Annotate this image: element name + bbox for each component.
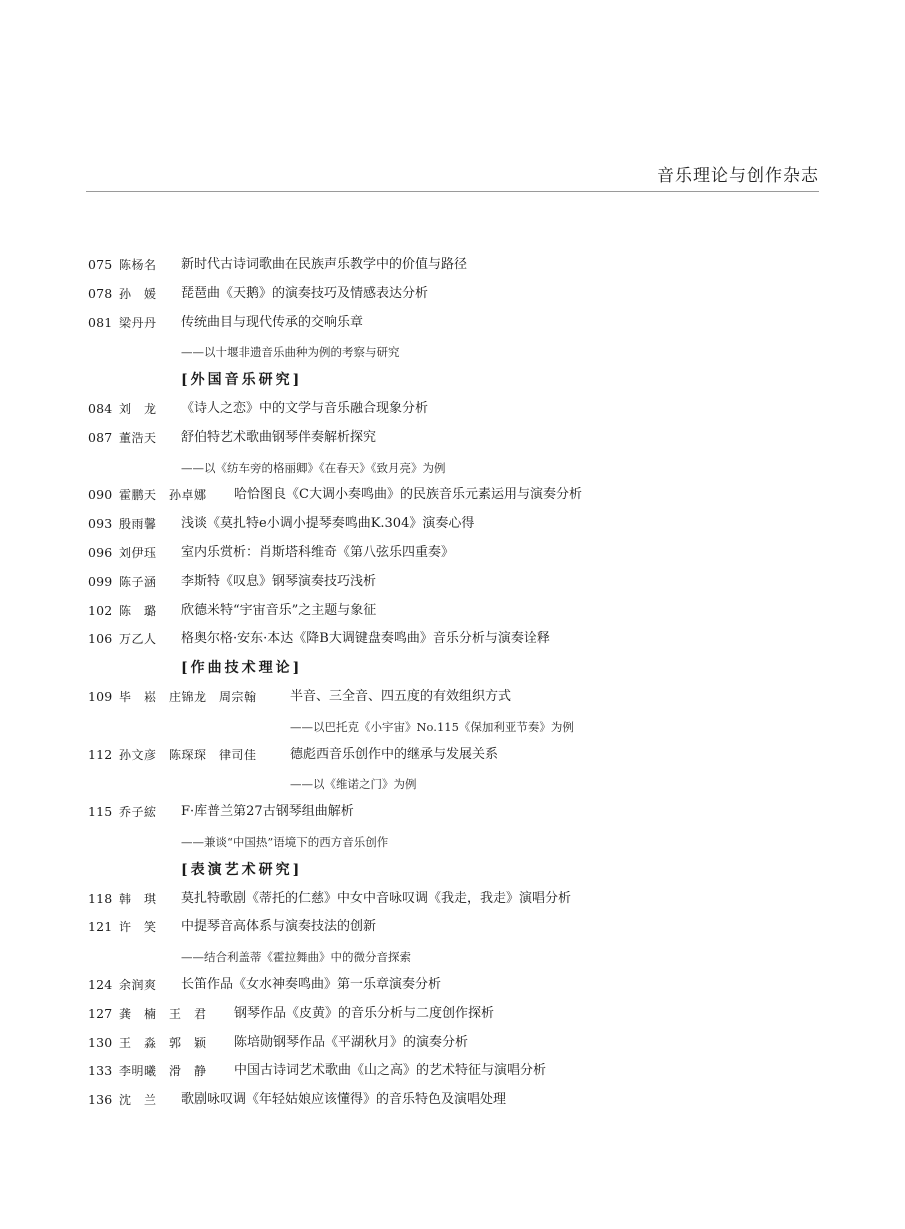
article-subtitle-row (88, 773, 828, 802)
article-title: F·库普兰第27古钢琴组曲解析 (181, 804, 354, 820)
toc-entry (88, 1033, 828, 1062)
author-names: 梁丹丹 (119, 315, 157, 330)
toc-entry (88, 601, 828, 630)
author-names: 沈 兰 (119, 1093, 157, 1108)
article-title: 新时代古诗词歌曲在民族声乐教学中的价值与路径 (181, 257, 468, 272)
article-subtitle: ——结合利盖蒂《霍拉舞曲》中的微分音探索 (181, 950, 411, 965)
article-title: 哈恰图良《C大调小奏鸣曲》的民族音乐元素运用与演奏分析 (234, 487, 582, 503)
page-number: 087 (88, 429, 113, 445)
section-heading-row (88, 370, 828, 399)
article-title: 琵琶曲《天鹅》的演奏技巧及情感表达分析 (181, 285, 429, 301)
page-number: 081 (88, 314, 113, 330)
article-title: 歌剧咏叹调《年轻姑娘应该懂得》的音乐特色及演唱处理 (181, 1092, 507, 1108)
page-number: 118 (88, 890, 113, 906)
article-subtitle: ——以《纺车旁的格丽卿》《在春天》《致月亮》为例 (181, 460, 446, 475)
page-number: 136 (88, 1092, 113, 1108)
section-heading: [表演艺术研究] (181, 861, 303, 878)
toc-entry (88, 284, 828, 313)
author-names: 余润爽 (119, 977, 157, 992)
page-number: 099 (88, 573, 113, 589)
article-subtitle-row (88, 716, 828, 745)
toc-entry (88, 485, 828, 514)
article-title: 《诗人之恋》中的文学与音乐融合现象分析 (181, 400, 429, 416)
header-divider (86, 191, 819, 192)
page-number: 106 (88, 631, 113, 647)
article-subtitle: ——以十堰非遗音乐曲种为例的考察与研究 (181, 345, 400, 360)
toc-entry (88, 1004, 828, 1033)
article-title: 长笛作品《女水神奏鸣曲》第一乐章演奏分析 (181, 976, 442, 992)
article-subtitle: ——以《维诺之门》为例 (290, 777, 417, 792)
author-names: 韩 琪 (119, 891, 157, 906)
toc-entry (88, 917, 828, 946)
article-title: 室内乐赏析：肖斯塔科维奇《第八弦乐四重奏》 (181, 544, 455, 560)
page-number: 130 (88, 1034, 113, 1050)
article-subtitle-row (88, 946, 828, 975)
author-names: 毕 崧 庄锦龙 周宗翰 (119, 689, 257, 704)
section-heading-row (88, 658, 828, 687)
article-title: 半音、三全音、四五度的有效组织方式 (290, 688, 512, 704)
article-subtitle-row (88, 341, 828, 370)
page-number: 090 (88, 487, 113, 503)
toc-entry (88, 889, 828, 918)
toc-entry (88, 543, 828, 572)
page-number: 075 (88, 257, 113, 272)
article-title: 传统曲目与现代传承的交响乐章 (181, 314, 364, 330)
page-number: 084 (88, 400, 113, 416)
article-title: 中提琴音高体系与演奏技法的创新 (181, 919, 377, 935)
page-number: 124 (88, 976, 113, 992)
toc-entry (88, 1061, 828, 1090)
author-names: 李明曦 滑 静 (119, 1064, 207, 1079)
toc-entry (88, 255, 828, 284)
article-title: 欣德米特“宇宙音乐”之主题与象征 (181, 602, 377, 618)
toc-entry (88, 1090, 828, 1119)
toc-entry (88, 514, 828, 543)
page-number: 127 (88, 1005, 113, 1021)
article-subtitle-row (88, 831, 828, 860)
article-title: 钢琴作品《皮黄》的音乐分析与二度创作探析 (234, 1005, 495, 1021)
author-names: 殷雨馨 (119, 517, 157, 532)
author-names: 霍鹏天 孙卓娜 (119, 488, 207, 503)
article-title: 格奥尔格·安东·本达《降B大调键盘奏鸣曲》音乐分析与演奏诠释 (181, 631, 550, 647)
author-names: 乔子綋 (119, 805, 157, 820)
toc-entry (88, 745, 828, 774)
article-title: 陈培勋钢琴作品《平湖秋月》的演奏分析 (234, 1034, 469, 1050)
article-title: 德彪西音乐创作中的继承与发展关系 (290, 746, 499, 762)
journal-title: 音乐理论与创作杂志 (657, 166, 819, 186)
article-title: 舒伯特艺术歌曲钢琴伴奏解析探究 (181, 429, 377, 445)
author-names: 刘 龙 (119, 401, 157, 416)
page-number: 093 (88, 516, 113, 532)
author-names: 陈杨名 (119, 258, 157, 272)
page-number: 078 (88, 285, 113, 301)
author-names: 龚 楠 王 君 (119, 1006, 207, 1021)
page-number: 112 (88, 746, 113, 762)
toc-entry (88, 687, 828, 716)
toc-entry (88, 802, 828, 831)
article-title: 中国古诗词艺术歌曲《山之高》的艺术特征与演唱分析 (234, 1063, 547, 1079)
page-number: 115 (88, 804, 113, 820)
page-number: 096 (88, 544, 113, 560)
article-title: 莫扎特歌剧《蒂托的仁慈》中女中音咏叹调《我走，我走》演唱分析 (181, 890, 572, 906)
article-subtitle: ——兼谈“中国热”语境下的西方音乐创作 (181, 834, 389, 849)
section-heading: [外国音乐研究] (181, 372, 303, 389)
toc-entry (88, 629, 828, 658)
author-names: 陈子涵 (119, 574, 157, 589)
toc-entry (88, 572, 828, 601)
author-names: 许 笑 (119, 920, 157, 935)
author-names: 刘伊珏 (119, 545, 157, 560)
article-subtitle-row (88, 457, 828, 486)
article-subtitle: ——以巴托克《小宇宙》No.115《保加利亚节奏》为例 (290, 719, 574, 734)
page-number: 102 (88, 602, 113, 618)
page-number: 133 (88, 1063, 113, 1079)
author-names: 陈 璐 (119, 603, 157, 618)
page-number: 121 (88, 919, 113, 935)
table-of-contents (88, 255, 828, 1119)
toc-entry (88, 399, 828, 428)
author-names: 孙 媛 (119, 286, 157, 301)
author-names: 万乙人 (119, 632, 157, 647)
author-names: 孙文彦 陈琛琛 律司佳 (119, 747, 257, 762)
section-heading: [作曲技术理论] (181, 660, 303, 677)
section-heading-row (88, 860, 828, 889)
author-names: 王 淼 郭 颖 (119, 1035, 207, 1050)
author-names: 董浩天 (119, 430, 157, 445)
page-number: 109 (88, 688, 113, 704)
toc-entry (88, 313, 828, 342)
toc-entry (88, 428, 828, 457)
article-title: 李斯特《叹息》钢琴演奏技巧浅析 (181, 573, 377, 589)
article-title: 浅谈《莫扎特e小调小提琴奏鸣曲K.304》演奏心得 (181, 516, 475, 532)
toc-entry (88, 975, 828, 1004)
